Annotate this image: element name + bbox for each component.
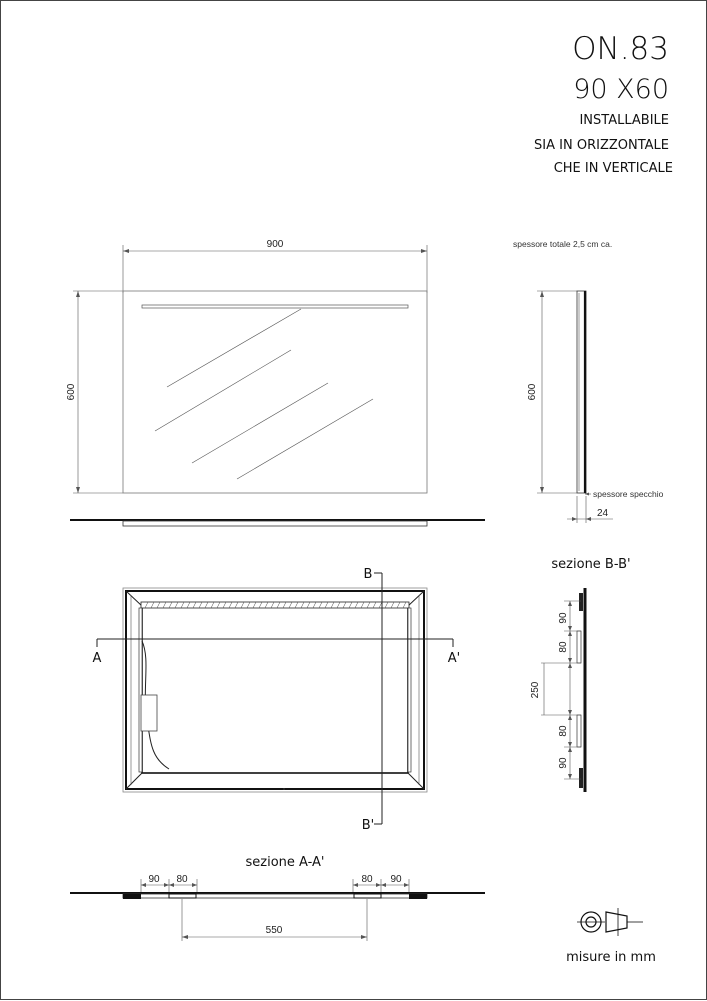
- side-height-label: 600: [527, 383, 538, 401]
- section-mark-a: A: [92, 651, 102, 666]
- front-view: [66, 239, 485, 526]
- technical-drawing: [1, 1, 707, 1001]
- section-bb-dim-4: 90: [558, 757, 569, 769]
- section-aa-left-80: 80: [176, 874, 188, 885]
- section-bb: [530, 557, 631, 792]
- section-bb-dim-2: 250: [530, 681, 541, 699]
- section-mark-b: B: [363, 567, 373, 582]
- install-note-line3: CHE IN VERTICALE: [553, 161, 673, 176]
- section-mark-a-prime: A': [447, 651, 461, 666]
- section-bb-dim-0: 90: [558, 612, 569, 624]
- section-aa: [70, 855, 485, 941]
- first-angle-projection-icon: [577, 908, 643, 936]
- section-bb-dim-3: 80: [558, 725, 569, 737]
- side-depth-label: 24: [597, 508, 609, 519]
- section-aa-right-80: 80: [361, 874, 373, 885]
- back-view: [93, 567, 461, 833]
- model-title: ON.83: [572, 31, 669, 67]
- install-note-line2: SIA IN ORIZZONTALE: [534, 138, 669, 153]
- side-thickness-note: spessore totale 2,5 cm ca.: [513, 239, 613, 249]
- section-aa-right-90: 90: [390, 874, 402, 885]
- front-width-label: 900: [266, 239, 284, 250]
- section-bb-dim-1: 80: [558, 641, 569, 653]
- front-height-label: 600: [66, 383, 77, 401]
- units-note: misure in mm: [566, 950, 656, 965]
- section-aa-span: 550: [265, 925, 283, 936]
- size-title: 90 X60: [573, 74, 669, 105]
- section-mark-b-prime: B': [361, 818, 375, 833]
- mirror-thickness-note: spessore specchio: [593, 489, 664, 499]
- install-note-line1: INSTALLABILE: [579, 113, 669, 128]
- section-bb-title: sezione B-B': [551, 557, 631, 572]
- section-aa-left-90: 90: [148, 874, 160, 885]
- side-view: [513, 239, 664, 523]
- section-aa-title: sezione A-A': [245, 855, 325, 870]
